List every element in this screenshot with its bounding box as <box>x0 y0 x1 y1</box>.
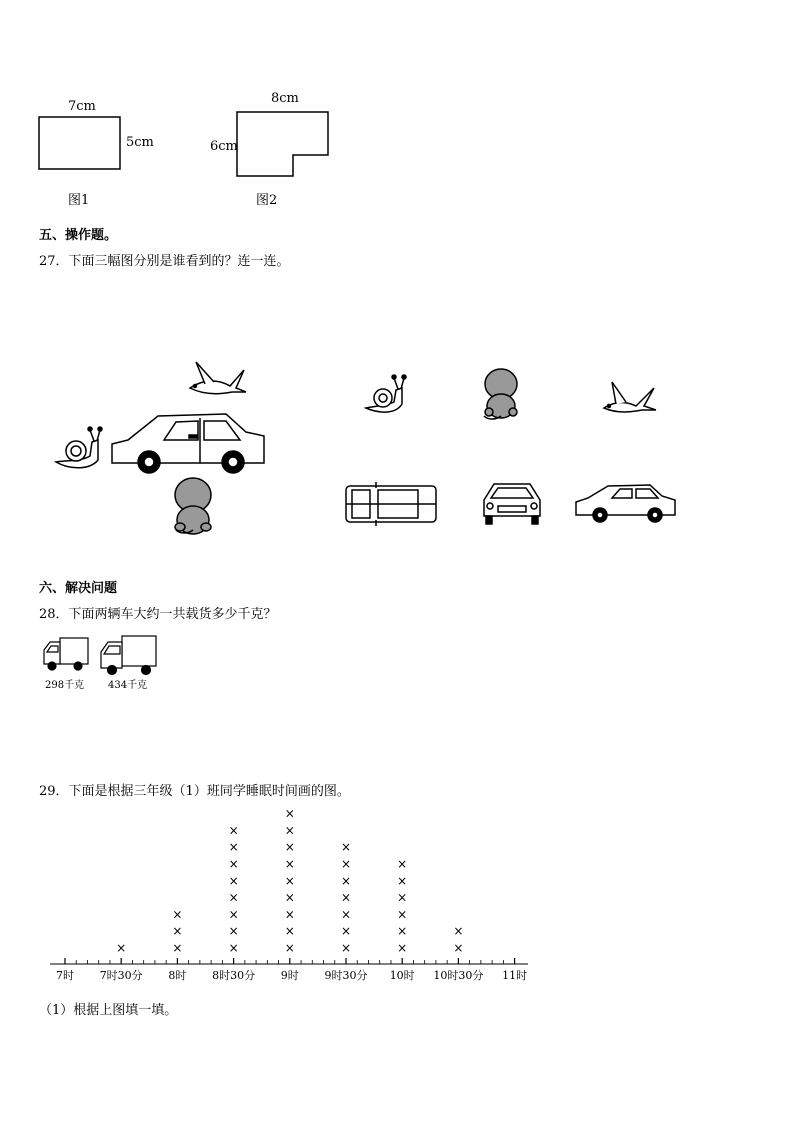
tick-label: 11时 <box>502 969 528 982</box>
cross-mark: × <box>284 907 295 922</box>
figure-2-height-label: 6cm <box>210 139 238 154</box>
cross-mark: × <box>397 924 408 939</box>
section-5-heading: 五、操作题。 <box>39 228 118 243</box>
cross-mark: × <box>284 840 295 855</box>
cross-mark: × <box>284 806 295 821</box>
cross-mark: × <box>172 907 183 922</box>
truck-2-label: 434千克 <box>108 680 148 691</box>
tick-label: 9时30分 <box>324 969 368 982</box>
tick-label: 8时30分 <box>212 969 256 982</box>
cross-mark: × <box>228 907 239 922</box>
figure-2-caption: 图2 <box>256 193 278 208</box>
cross-mark: × <box>453 941 464 955</box>
cross-mark: × <box>340 873 352 888</box>
section-6-heading: 六、解决问题 <box>39 581 118 596</box>
cross-mark: × <box>453 924 464 939</box>
cross-mark: × <box>228 840 239 855</box>
tick-label: 7时 <box>56 969 74 982</box>
cross-mark: × <box>397 857 408 871</box>
cross-mark: × <box>340 857 352 871</box>
cross-mark: × <box>228 924 239 939</box>
cross-mark: × <box>284 924 295 939</box>
cross-mark: × <box>397 941 408 955</box>
cross-mark: × <box>228 890 239 905</box>
figure-1-width-label: 7cm <box>68 99 96 114</box>
truck-1-label: 298千克 <box>45 680 85 691</box>
cross-mark: × <box>397 907 408 922</box>
tick-label: 8时 <box>168 969 187 982</box>
cross-mark: × <box>284 857 295 871</box>
question-28: 28．下面两辆车大约一共载货多少千克？ <box>39 607 277 622</box>
figure-1-height-label: 5cm <box>126 135 154 150</box>
figure-2-width-label: 8cm <box>271 91 299 106</box>
tick-label: 10时 <box>389 969 415 982</box>
cross-mark: × <box>228 873 239 888</box>
figure-1-caption: 图1 <box>68 193 90 208</box>
tick-label: 9时 <box>280 969 299 982</box>
cross-mark: × <box>340 924 352 939</box>
cross-mark: × <box>284 890 295 905</box>
cross-mark: × <box>340 941 352 955</box>
cross-mark: × <box>228 823 239 838</box>
cross-mark: × <box>397 890 408 905</box>
cross-mark: × <box>172 941 183 955</box>
cross-mark: × <box>340 840 352 855</box>
question-27: 27．下面三幅图分别是谁看到的？连一连。 <box>39 254 290 269</box>
cross-mark: × <box>340 907 352 922</box>
question-29: 29．下面是根据三年级（1）班同学睡眠时间画的图。 <box>39 784 350 799</box>
cross-mark: × <box>228 857 239 871</box>
cross-mark: × <box>228 941 239 955</box>
cross-mark: × <box>172 924 183 939</box>
cross-mark: × <box>284 873 295 888</box>
tick-label: 10时30分 <box>433 969 484 982</box>
tick-label: 7时30分 <box>99 969 143 982</box>
cross-mark: × <box>284 823 295 838</box>
cross-mark: × <box>397 873 408 888</box>
cross-mark: × <box>340 890 352 905</box>
cross-mark: × <box>116 941 127 955</box>
cross-mark: × <box>284 941 295 955</box>
question-29-sub-1: （1）根据上图填一填。 <box>39 1003 178 1018</box>
